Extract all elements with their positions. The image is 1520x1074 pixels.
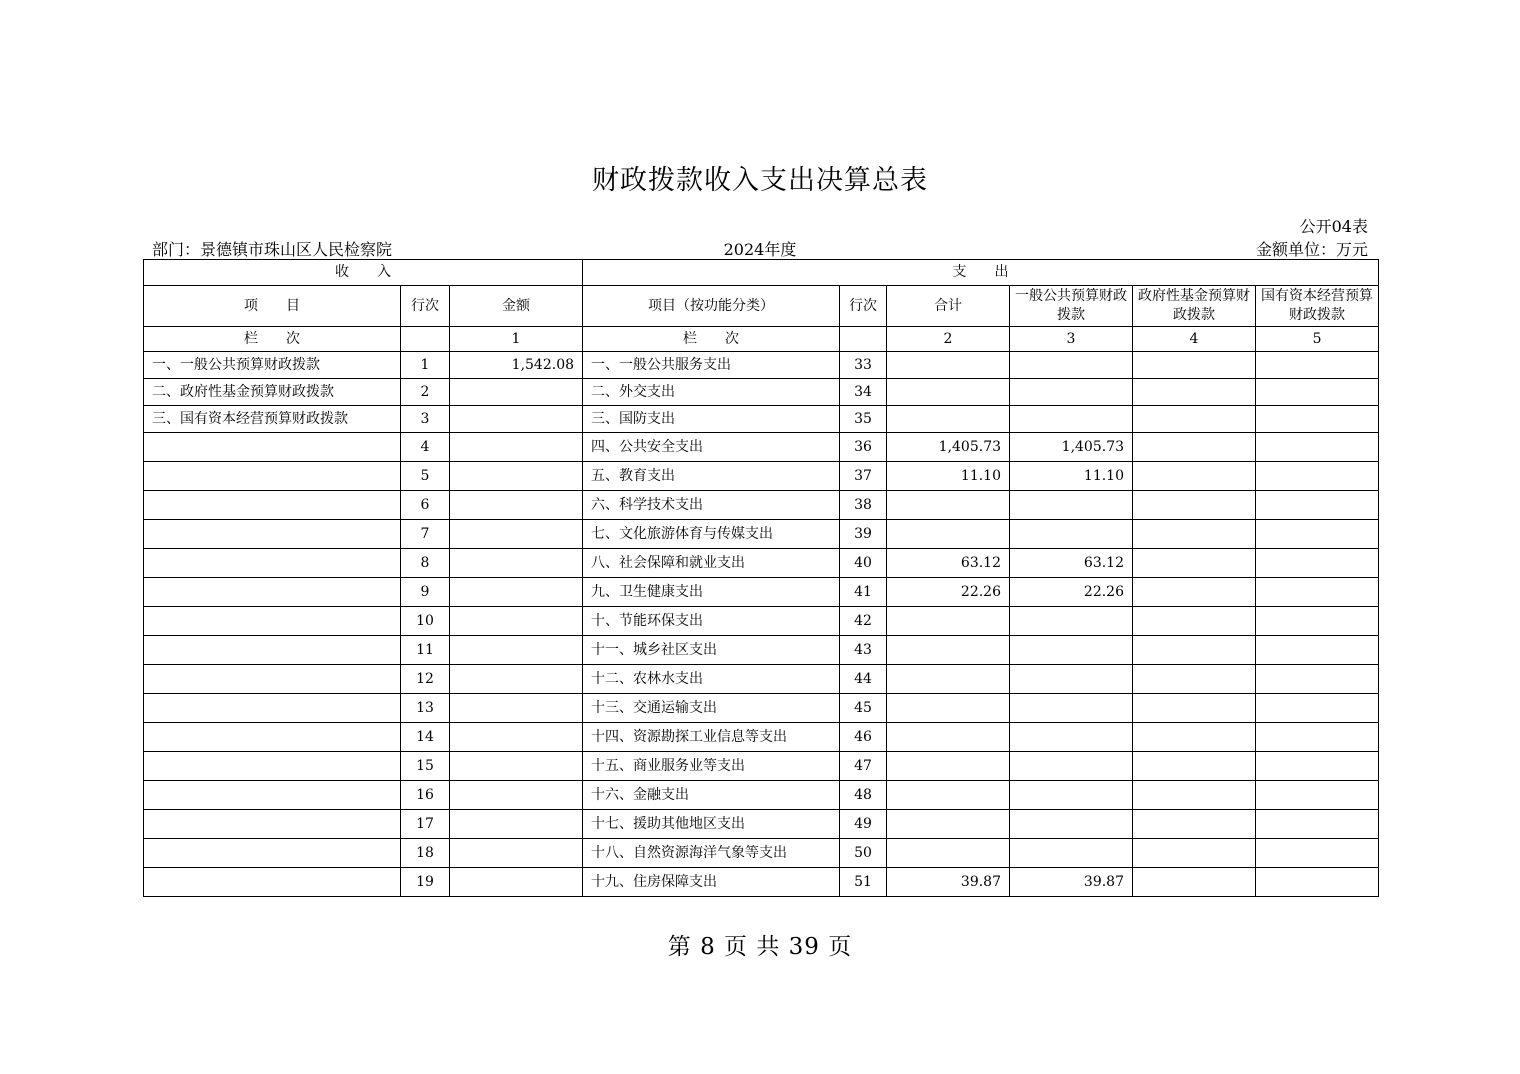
state-capital-cell — [1256, 520, 1379, 549]
table-row — [144, 433, 1379, 462]
column-2: 2 — [887, 327, 1010, 352]
table-row — [144, 607, 1379, 636]
header-func-item: 项目（按功能分类） — [583, 286, 840, 327]
header-gov-fund: 政府性基金预算财政拨款 — [1133, 286, 1256, 327]
income-amount-cell — [450, 379, 583, 406]
header-row-no-2: 行次 — [840, 286, 887, 327]
expense-item-cell: 八、社会保障和就业支出 — [583, 549, 840, 578]
expense-row-no-cell: 48 — [840, 781, 887, 810]
expense-row-no-cell: 39 — [840, 520, 887, 549]
expense-total-cell — [887, 694, 1010, 723]
expense-total-cell — [887, 810, 1010, 839]
income-amount-cell — [450, 520, 583, 549]
expense-item-cell: 十二、农林水支出 — [583, 665, 840, 694]
general-budget-cell: 11.10 — [1010, 462, 1133, 491]
expense-item-cell: 七、文化旅游体育与传媒支出 — [583, 520, 840, 549]
expense-row-no-cell: 33 — [840, 352, 887, 379]
income-amount-cell — [450, 578, 583, 607]
gov-fund-cell — [1133, 578, 1256, 607]
page-footer: 第 8 页 共 39 页 — [667, 934, 853, 960]
column-label: 栏 次 — [144, 327, 401, 352]
income-item-cell — [144, 723, 401, 752]
expense-item-cell: 三、国防支出 — [583, 406, 840, 433]
income-item-cell — [144, 433, 401, 462]
income-row-no-cell: 11 — [401, 636, 450, 665]
income-row-no-cell: 4 — [401, 433, 450, 462]
expense-total-cell — [887, 607, 1010, 636]
department-label: 部门：景德镇市珠山区人民检察院 — [152, 240, 393, 259]
state-capital-cell — [1256, 549, 1379, 578]
expense-row-no-cell: 43 — [840, 636, 887, 665]
general-budget-cell — [1010, 636, 1133, 665]
expense-total-cell — [887, 406, 1010, 433]
expense-total-cell — [887, 352, 1010, 379]
expense-item-cell: 九、卫生健康支出 — [583, 578, 840, 607]
income-row-no-cell: 6 — [401, 491, 450, 520]
table-row — [144, 694, 1379, 723]
column-blank-2 — [840, 327, 887, 352]
gov-fund-cell — [1133, 810, 1256, 839]
column-label-2: 栏 次 — [583, 327, 840, 352]
expense-row-no-cell: 47 — [840, 752, 887, 781]
expense-total-cell — [887, 665, 1010, 694]
expense-row-no-cell: 49 — [840, 810, 887, 839]
header-item: 项 目 — [144, 286, 401, 327]
income-amount-cell — [450, 839, 583, 868]
income-item-cell — [144, 491, 401, 520]
header-row-column-numbers — [144, 327, 1379, 352]
expense-row-no-cell: 35 — [840, 406, 887, 433]
state-capital-cell — [1256, 462, 1379, 491]
income-row-no-cell: 8 — [401, 549, 450, 578]
income-item-cell — [144, 781, 401, 810]
income-amount-cell — [450, 723, 583, 752]
income-row-no-cell: 16 — [401, 781, 450, 810]
income-amount-cell — [450, 752, 583, 781]
state-capital-cell — [1256, 839, 1379, 868]
expense-total-cell: 11.10 — [887, 462, 1010, 491]
gov-fund-cell — [1133, 352, 1256, 379]
column-blank — [401, 327, 450, 352]
expense-row-no-cell: 38 — [840, 491, 887, 520]
expense-row-no-cell: 51 — [840, 868, 887, 897]
general-budget-cell — [1010, 406, 1133, 433]
income-row-no-cell: 14 — [401, 723, 450, 752]
state-capital-cell — [1256, 406, 1379, 433]
header-total: 合计 — [887, 286, 1010, 327]
general-budget-cell — [1010, 781, 1133, 810]
table-row — [144, 752, 1379, 781]
income-item-cell — [144, 520, 401, 549]
income-item-cell — [144, 607, 401, 636]
state-capital-cell — [1256, 752, 1379, 781]
expense-item-cell: 十六、金融支出 — [583, 781, 840, 810]
income-row-no-cell: 13 — [401, 694, 450, 723]
expense-total-cell — [887, 379, 1010, 406]
income-row-no-cell: 3 — [401, 406, 450, 433]
gov-fund-cell — [1133, 379, 1256, 406]
column-5: 5 — [1256, 327, 1379, 352]
gov-fund-cell — [1133, 752, 1256, 781]
expense-total-cell — [887, 520, 1010, 549]
expense-item-cell: 十八、自然资源海洋气象等支出 — [583, 839, 840, 868]
expense-row-no-cell: 46 — [840, 723, 887, 752]
income-amount-cell — [450, 462, 583, 491]
income-row-no-cell: 5 — [401, 462, 450, 491]
expense-row-no-cell: 40 — [840, 549, 887, 578]
general-budget-cell: 39.87 — [1010, 868, 1133, 897]
table-row — [144, 352, 1379, 379]
general-budget-cell — [1010, 665, 1133, 694]
income-row-no-cell: 18 — [401, 839, 450, 868]
state-capital-cell — [1256, 352, 1379, 379]
gov-fund-cell — [1133, 723, 1256, 752]
state-capital-cell — [1256, 781, 1379, 810]
expense-total-cell: 63.12 — [887, 549, 1010, 578]
expense-item-cell: 十三、交通运输支出 — [583, 694, 840, 723]
table-row — [144, 665, 1379, 694]
income-item-cell — [144, 868, 401, 897]
column-3: 3 — [1010, 327, 1133, 352]
general-budget-cell — [1010, 752, 1133, 781]
gov-fund-cell — [1133, 491, 1256, 520]
income-row-no-cell: 7 — [401, 520, 450, 549]
gov-fund-cell — [1133, 607, 1256, 636]
expense-total-cell: 22.26 — [887, 578, 1010, 607]
expense-row-no-cell: 45 — [840, 694, 887, 723]
income-row-no-cell: 12 — [401, 665, 450, 694]
income-item-cell: 三、国有资本经营预算财政拨款 — [144, 406, 401, 433]
gov-fund-cell — [1133, 665, 1256, 694]
header-expense: 支 出 — [583, 260, 1379, 286]
expense-item-cell: 十四、资源勘探工业信息等支出 — [583, 723, 840, 752]
expense-item-cell: 六、科学技术支出 — [583, 491, 840, 520]
general-budget-cell — [1010, 694, 1133, 723]
expense-item-cell: 二、外交支出 — [583, 379, 840, 406]
page-title: 财政拨款收入支出决算总表 — [592, 165, 928, 196]
income-amount-cell: 1,542.08 — [450, 352, 583, 379]
expense-item-cell: 十五、商业服务业等支出 — [583, 752, 840, 781]
expense-row-no-cell: 44 — [840, 665, 887, 694]
general-budget-cell: 22.26 — [1010, 578, 1133, 607]
gov-fund-cell — [1133, 781, 1256, 810]
state-capital-cell — [1256, 665, 1379, 694]
income-row-no-cell: 2 — [401, 379, 450, 406]
general-budget-cell — [1010, 352, 1133, 379]
header-amount: 金额 — [450, 286, 583, 327]
header-general-budget: 一般公共预算财政拨款 — [1010, 286, 1133, 327]
general-budget-cell — [1010, 379, 1133, 406]
column-4: 4 — [1133, 327, 1256, 352]
table-row — [144, 810, 1379, 839]
header-state-capital: 国有资本经营预算财政拨款 — [1256, 286, 1379, 327]
expense-item-cell: 十、节能环保支出 — [583, 607, 840, 636]
header-row-sections — [144, 260, 1379, 286]
expense-total-cell — [887, 781, 1010, 810]
income-row-no-cell: 19 — [401, 868, 450, 897]
expense-row-no-cell: 36 — [840, 433, 887, 462]
expense-item-cell: 十九、住房保障支出 — [583, 868, 840, 897]
expense-total-cell — [887, 723, 1010, 752]
budget-table — [143, 259, 1379, 897]
table-row — [144, 379, 1379, 406]
table-row — [144, 781, 1379, 810]
general-budget-cell — [1010, 839, 1133, 868]
expense-total-cell: 1,405.73 — [887, 433, 1010, 462]
income-item-cell — [144, 839, 401, 868]
income-row-no-cell: 15 — [401, 752, 450, 781]
table-row — [144, 868, 1379, 897]
income-amount-cell — [450, 433, 583, 462]
table-row — [144, 491, 1379, 520]
state-capital-cell — [1256, 433, 1379, 462]
state-capital-cell — [1256, 723, 1379, 752]
state-capital-cell — [1256, 578, 1379, 607]
table-row — [144, 578, 1379, 607]
general-budget-cell: 1,405.73 — [1010, 433, 1133, 462]
state-capital-cell — [1256, 636, 1379, 665]
general-budget-cell — [1010, 723, 1133, 752]
state-capital-cell — [1256, 491, 1379, 520]
expense-total-cell — [887, 491, 1010, 520]
header-row-columns — [144, 286, 1379, 327]
general-budget-cell — [1010, 491, 1133, 520]
gov-fund-cell — [1133, 462, 1256, 491]
unit-label: 金额单位：万元 — [1255, 240, 1368, 259]
income-amount-cell — [450, 810, 583, 839]
income-amount-cell — [450, 549, 583, 578]
state-capital-cell — [1256, 607, 1379, 636]
expense-total-cell — [887, 839, 1010, 868]
gov-fund-cell — [1133, 694, 1256, 723]
expense-row-no-cell: 42 — [840, 607, 887, 636]
table-row — [144, 406, 1379, 433]
gov-fund-cell — [1133, 520, 1256, 549]
general-budget-cell — [1010, 520, 1133, 549]
expense-total-cell — [887, 752, 1010, 781]
state-capital-cell — [1256, 868, 1379, 897]
table-row — [144, 636, 1379, 665]
income-item-cell — [144, 549, 401, 578]
expense-item-cell: 四、公共安全支出 — [583, 433, 840, 462]
income-row-no-cell: 10 — [401, 607, 450, 636]
income-amount-cell — [450, 607, 583, 636]
table-row — [144, 520, 1379, 549]
gov-fund-cell — [1133, 839, 1256, 868]
income-item-cell — [144, 694, 401, 723]
expense-row-no-cell: 37 — [840, 462, 887, 491]
state-capital-cell — [1256, 810, 1379, 839]
income-row-no-cell: 1 — [401, 352, 450, 379]
income-item-cell — [144, 665, 401, 694]
expense-item-cell: 五、教育支出 — [583, 462, 840, 491]
expense-total-cell — [887, 636, 1010, 665]
income-amount-cell — [450, 868, 583, 897]
expense-total-cell: 39.87 — [887, 868, 1010, 897]
gov-fund-cell — [1133, 636, 1256, 665]
year-label: 2024年度 — [723, 240, 797, 259]
table-row — [144, 549, 1379, 578]
general-budget-cell — [1010, 810, 1133, 839]
table-row — [144, 462, 1379, 491]
income-item-cell — [144, 462, 401, 491]
income-amount-cell — [450, 636, 583, 665]
income-row-no-cell: 17 — [401, 810, 450, 839]
expense-item-cell: 十一、城乡社区支出 — [583, 636, 840, 665]
expense-row-no-cell: 50 — [840, 839, 887, 868]
table-row — [144, 723, 1379, 752]
expense-row-no-cell: 34 — [840, 379, 887, 406]
income-item-cell — [144, 578, 401, 607]
income-item-cell: 一、一般公共预算财政拨款 — [144, 352, 401, 379]
income-item-cell — [144, 752, 401, 781]
header-row-no: 行次 — [401, 286, 450, 327]
table-row — [144, 839, 1379, 868]
column-1: 1 — [450, 327, 583, 352]
income-amount-cell — [450, 406, 583, 433]
gov-fund-cell — [1133, 433, 1256, 462]
general-budget-cell: 63.12 — [1010, 549, 1133, 578]
table-code: 公开04表 — [1299, 217, 1368, 236]
state-capital-cell — [1256, 694, 1379, 723]
header-income: 收 入 — [144, 260, 583, 286]
income-item-cell — [144, 810, 401, 839]
expense-item-cell: 十七、援助其他地区支出 — [583, 810, 840, 839]
income-row-no-cell: 9 — [401, 578, 450, 607]
income-amount-cell — [450, 491, 583, 520]
income-item-cell — [144, 636, 401, 665]
income-amount-cell — [450, 694, 583, 723]
income-item-cell: 二、政府性基金预算财政拨款 — [144, 379, 401, 406]
gov-fund-cell — [1133, 868, 1256, 897]
gov-fund-cell — [1133, 549, 1256, 578]
expense-row-no-cell: 41 — [840, 578, 887, 607]
expense-item-cell: 一、一般公共服务支出 — [583, 352, 840, 379]
general-budget-cell — [1010, 607, 1133, 636]
state-capital-cell — [1256, 379, 1379, 406]
gov-fund-cell — [1133, 406, 1256, 433]
income-amount-cell — [450, 781, 583, 810]
income-amount-cell — [450, 665, 583, 694]
